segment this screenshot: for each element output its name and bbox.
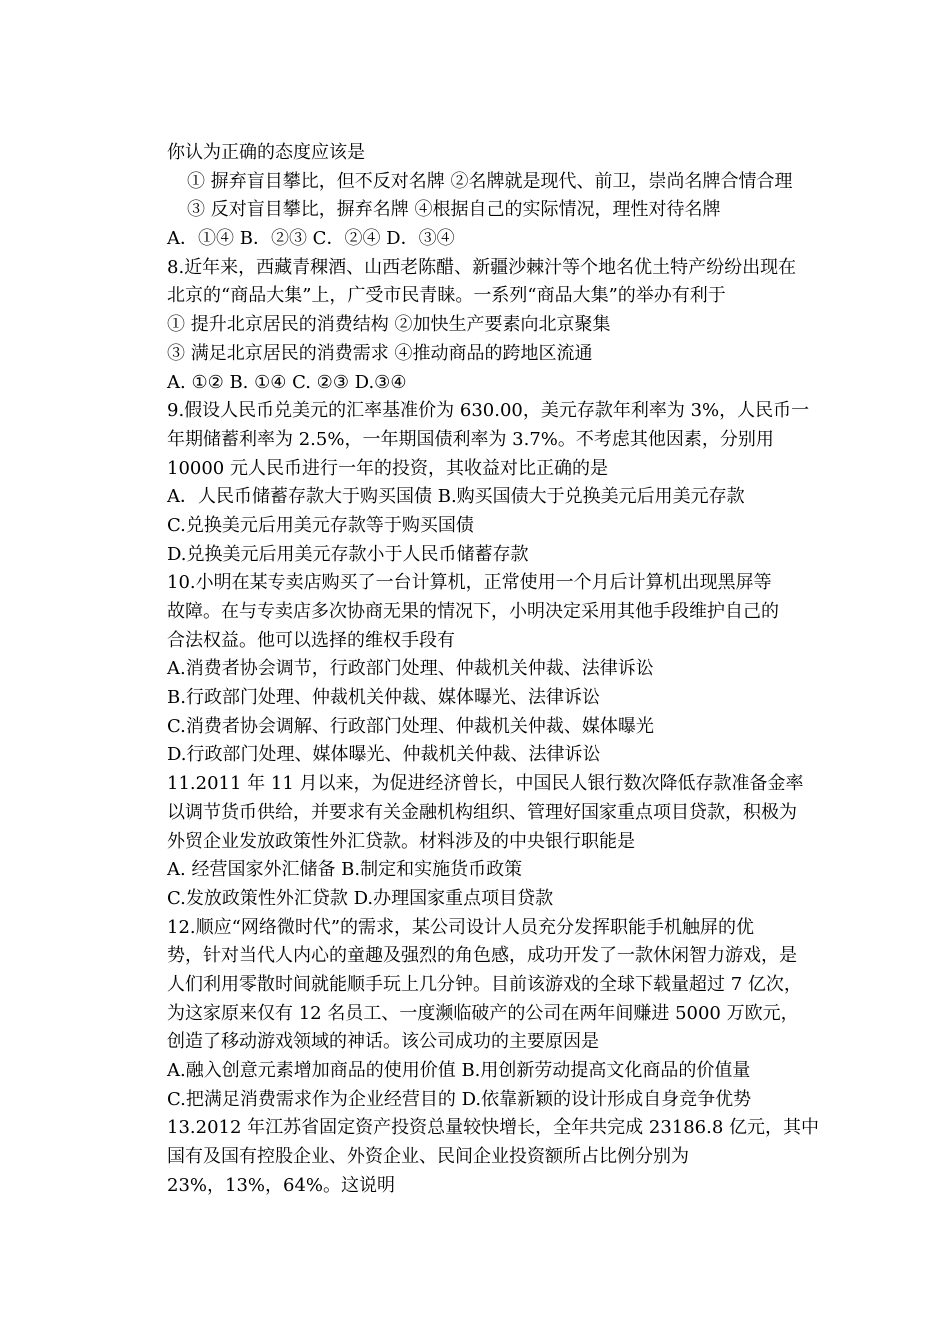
- answer-choices: A．①④ B．②③ C．②④ D．③④: [167, 228, 455, 250]
- answer-choices: C.发放政策性外汇贷款 D.办理国家重点项目贷款: [167, 887, 554, 909]
- text-line: 势，针对当代人内心的童趣及强烈的角色感，成功开发了一款休闲智力游戏，是: [167, 945, 797, 967]
- question-11: 11.2011 年 11 月以来，为促进经济曾长，中国民人银行数次降低存款准备金率: [167, 773, 804, 795]
- text-line: 创造了移动游戏领域的神话。该公司成功的主要原因是: [167, 1031, 599, 1053]
- option-line: ① 摒弃盲目攀比，但不反对名牌 ②名牌就是现代、前卫，崇尚名牌合情合理: [187, 170, 793, 192]
- option-line: ③ 满足北京居民的消费需求 ④推动商品的跨地区流通: [167, 342, 593, 364]
- answer-choices: C.把满足消费需求作为企业经营目的 D.依靠新颖的设计形成自身竞争优势: [167, 1088, 752, 1110]
- text-line: 23%，13%，64%。这说明: [167, 1174, 396, 1196]
- answer-choices: A. ①② B. ①④ C. ②③ D.③④: [167, 371, 407, 393]
- question-12: 12.顺应“网络微时代”的需求，某公司设计人员充分发挥职能手机触屏的优: [167, 916, 755, 938]
- option-line: ① 提升北京居民的消费结构 ②加快生产要素向北京聚集: [167, 314, 611, 336]
- text-line: 年期储蓄利率为 2.5%，一年期国债利率为 3.7%。不考虑其他因素，分别用: [167, 428, 774, 450]
- text-line: 故障。在与专卖店多次协商无果的情况下，小明决定采用其他手段维护自己的: [167, 601, 779, 622]
- text-line: 你认为正确的态度应该是: [167, 142, 365, 163]
- answer-choice: A.消费者协会调节，行政部门处理、仲裁机关仲裁、法律诉讼: [167, 658, 654, 680]
- question-8: 8.近年来，西藏青稞酒、山西老陈醋、新疆沙棘汁等个地名优土特产纷纷出现在: [167, 256, 797, 278]
- text-line: 合法权益。他可以选择的维权手段有: [167, 629, 455, 651]
- option-line: ③ 反对盲目攀比，摒弃名牌 ④根据自己的实际情况，理性对待名牌: [187, 199, 721, 221]
- question-10: 10.小明在某专卖店购买了一台计算机，正常使用一个月后计算机出现黑屏等: [167, 572, 772, 594]
- question-13: 13.2012 年江苏省固定资产投资总量较快增长，全年共完成 23186.8 亿元，其中: [167, 1117, 820, 1139]
- text-line: 外贸企业发放政策性外汇贷款。材料涉及的中央银行职能是: [167, 830, 635, 852]
- answer-choice: B.行政部门处理、仲裁机关仲裁、媒体曝光、法律诉讼: [167, 687, 600, 709]
- answer-choices: A. 经营国家外汇储备 B.制定和实施货币政策: [167, 859, 523, 881]
- answer-choices: A．人民币储蓄存款大于购买国债 B.购买国债大于兑换美元后用美元存款: [167, 486, 745, 508]
- answer-choice: C.消费者协会调解、行政部门处理、仲裁机关仲裁、媒体曝光: [167, 715, 654, 737]
- text-line: 北京的“商品大集”上，广受市民青睐。一系列“商品大集”的举办有利于: [167, 285, 726, 307]
- text-line: 为这家原来仅有 12 名员工、一度濒临破产的公司在两年间赚进 5000 万欧元，: [167, 1002, 799, 1024]
- text-line: 国有及国有控股企业、外资企业、民间企业投资额所占比例分别为: [167, 1146, 689, 1168]
- text-line: 10000 元人民币进行一年的投资，其收益对比正确的是: [167, 457, 608, 479]
- question-9: 9.假设人民币兑美元的汇率基准价为 630.00，美元存款年利率为 3%，人民币一: [167, 400, 810, 422]
- answer-choice: D.行政部门处理、媒体曝光、仲裁机关仲裁、法律诉讼: [167, 744, 601, 766]
- text-line: 人们利用零散时间就能顺手玩上几分钟。目前该游戏的全球下载量超过 7 亿次，: [167, 973, 802, 995]
- answer-choice: C.兑换美元后用美元存款等于购买国债: [167, 514, 474, 536]
- text-line: 以调节货币供给，并要求有关金融机构组织、管理好国家重点项目贷款，积极为: [167, 801, 797, 823]
- answer-choice: D.兑换美元后用美元存款小于人民币储蓄存款: [167, 543, 529, 565]
- answer-choices: A.融入创意元素增加商品的使用价值 B.用创新劳动提高文化商品的价值量: [167, 1060, 751, 1081]
- document-page: [167, 139, 827, 1200]
